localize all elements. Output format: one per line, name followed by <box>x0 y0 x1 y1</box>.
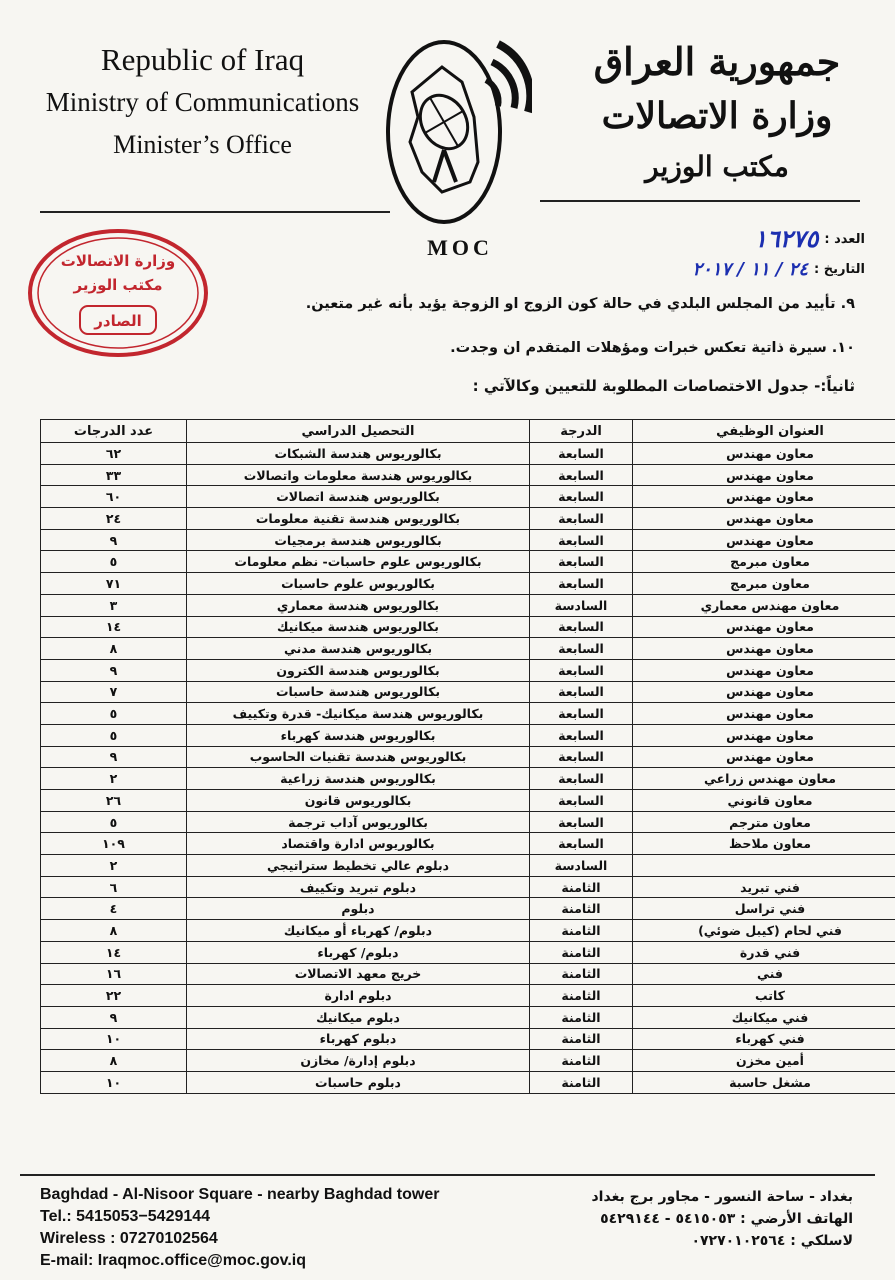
cell-job-title: معاون مهندس <box>633 659 895 681</box>
cell-grade: السابعة <box>530 464 633 486</box>
footer-contact-ar <box>592 1186 854 1252</box>
cell-qualification: بكالوريوس قانون <box>187 790 530 812</box>
reference-number-row <box>635 224 865 254</box>
specializations-table <box>40 419 895 1094</box>
table-row <box>41 898 895 920</box>
cell-job-title: فني لحام (كيبل ضوئي) <box>633 920 895 942</box>
cell-grade: الثامنة <box>530 876 633 898</box>
cell-grade: الثامنة <box>530 1050 633 1072</box>
cell-job-title <box>633 855 895 877</box>
table-row <box>41 1006 895 1028</box>
cell-grade: السابعة <box>530 746 633 768</box>
footer-contact-en <box>40 1184 439 1272</box>
cell-count: ٥ <box>41 811 187 833</box>
cell-qualification: دبلوم ميكانيك <box>187 1006 530 1028</box>
table-row <box>41 508 895 530</box>
cell-count: ٢ <box>41 855 187 877</box>
cell-qualification: دبلوم تبريد وتكييف <box>187 876 530 898</box>
cell-qualification: بكالوريوس هندسة ميكانيك- قدرة وتكييف <box>187 703 530 725</box>
cell-job-title: معاون مترجم <box>633 811 895 833</box>
cell-grade: السابعة <box>530 703 633 725</box>
cell-job-title: كاتب <box>633 985 895 1007</box>
cell-grade: السابعة <box>530 681 633 703</box>
cell-count: ٨ <box>41 1050 187 1072</box>
cell-grade: الثامنة <box>530 1006 633 1028</box>
cell-qualification: دبلوم كهرباء <box>187 1028 530 1050</box>
cell-grade: السابعة <box>530 724 633 746</box>
cell-job-title: فني كهرباء <box>633 1028 895 1050</box>
table-row <box>41 833 895 855</box>
cell-count: ٩ <box>41 746 187 768</box>
cell-job-title: فني قدرة <box>633 941 895 963</box>
cell-qualification: بكالوريوس هندسة اتصالات <box>187 486 530 508</box>
cell-count: ٦٠ <box>41 486 187 508</box>
cell-qualification: بكالوريوس هندسة معلومات واتصالات <box>187 464 530 486</box>
cell-qualification: دبلوم/ كهرباء <box>187 941 530 963</box>
cell-grade: السابعة <box>530 486 633 508</box>
cell-qualification: بكالوريوس هندسة ميكانيك <box>187 616 530 638</box>
logo-text: MOC <box>427 235 493 260</box>
cell-qualification: بكالوريوس هندسة برمجيات <box>187 529 530 551</box>
table-header-row <box>41 420 895 443</box>
reference-date-value: ٢٤ / ١١ / ٢٠١٧ <box>692 258 809 280</box>
cell-count: ٣٣ <box>41 464 187 486</box>
table-row <box>41 616 895 638</box>
table-row <box>41 746 895 768</box>
country-name-ar: جمهورية العراق <box>593 39 841 84</box>
table-row <box>41 768 895 790</box>
header-job-title: العنوان الوظيفي <box>633 420 895 443</box>
cell-job-title: معاون مهندس <box>633 724 895 746</box>
arabic-letterhead <box>567 34 867 192</box>
cell-count: ٥ <box>41 724 187 746</box>
cell-job-title: معاون مهندس <box>633 508 895 530</box>
cell-count: ٤ <box>41 898 187 920</box>
cell-grade: الثامنة <box>530 920 633 942</box>
cell-job-title: معاون قانوني <box>633 790 895 812</box>
cell-count: ١٠ <box>41 1028 187 1050</box>
cell-count: ١٤ <box>41 941 187 963</box>
cell-job-title: معاون مهندس <box>633 746 895 768</box>
cell-grade: السادسة <box>530 855 633 877</box>
table-row <box>41 551 895 573</box>
cell-job-title: مشغل حاسبة <box>633 1071 895 1093</box>
footer-address-en: Baghdad - Al-Nisoor Square - nearby Baghdad tower <box>40 1186 440 1203</box>
cell-count: ١٤ <box>41 616 187 638</box>
cell-qualification: بكالوريوس هندسة الكترون <box>187 659 530 681</box>
cell-count: ٧١ <box>41 573 187 595</box>
cell-qualification: بكالوريوس هندسة تقنية معلومات <box>187 508 530 530</box>
header-count: عدد الدرجات <box>41 420 187 443</box>
reference-block <box>635 224 865 284</box>
cell-qualification: بكالوريوس هندسة حاسبات <box>187 681 530 703</box>
table-row <box>41 790 895 812</box>
cell-count: ٥ <box>41 551 187 573</box>
cell-grade: السابعة <box>530 508 633 530</box>
stamp-line1: وزارة الاتصالات <box>60 252 176 270</box>
cell-grade: الثامنة <box>530 1028 633 1050</box>
header-rule-right <box>540 200 860 202</box>
cell-grade: السابعة <box>530 659 633 681</box>
cell-count: ٩ <box>41 659 187 681</box>
cell-count: ٢٤ <box>41 508 187 530</box>
reference-number-value: ١٦٢٧٥ <box>753 225 819 253</box>
footer-tel-en: Tel.: 5415053−5429144 <box>40 1208 211 1225</box>
cell-grade: السابعة <box>530 833 633 855</box>
table-row <box>41 573 895 595</box>
cell-qualification: بكالوريوس هندسة تقنيات الحاسوب <box>187 746 530 768</box>
cell-grade: السابعة <box>530 638 633 660</box>
office-name-en: Minister’s Office <box>113 130 292 159</box>
table-row <box>41 724 895 746</box>
header-rule-left <box>40 211 390 213</box>
ministry-name-ar: وزارة الاتصالات <box>601 95 833 137</box>
cell-job-title: معاون مهندس <box>633 616 895 638</box>
cell-grade: الثامنة <box>530 941 633 963</box>
cell-qualification: خريج معهد الاتصالات <box>187 963 530 985</box>
cell-grade: الثامنة <box>530 985 633 1007</box>
cell-count: ٨ <box>41 920 187 942</box>
footer-email-en: E-mail: Iraqmoc.office@moc.gov.iq <box>40 1252 307 1269</box>
cell-job-title: معاون مهندس زراعي <box>633 768 895 790</box>
reference-date-label: التاريخ : <box>814 261 865 277</box>
cell-qualification: دبلوم إدارة/ مخازن <box>187 1050 530 1072</box>
stamp-box-label: الصادر <box>94 312 142 330</box>
cell-grade: السابعة <box>530 616 633 638</box>
cell-grade: السابعة <box>530 443 633 465</box>
office-name-ar: مكتب الوزير <box>645 150 789 183</box>
cell-count: ٦ <box>41 876 187 898</box>
cell-job-title: معاون مهندس <box>633 681 895 703</box>
table-row <box>41 1050 895 1072</box>
cell-job-title: فني تراسل <box>633 898 895 920</box>
cell-job-title: معاون مهندس <box>633 529 895 551</box>
cell-grade: الثامنة <box>530 963 633 985</box>
table-row <box>41 681 895 703</box>
cell-qualification: دبلوم <box>187 898 530 920</box>
cell-job-title: فني تبريد <box>633 876 895 898</box>
table-row <box>41 659 895 681</box>
outgoing-stamp <box>18 218 218 368</box>
cell-grade: الثامنة <box>530 1071 633 1093</box>
table-row <box>41 638 895 660</box>
table-row <box>41 941 895 963</box>
cell-job-title: معاون ملاحظ <box>633 833 895 855</box>
header-grade: الدرجة <box>530 420 633 443</box>
table-row <box>41 486 895 508</box>
english-letterhead <box>30 40 375 166</box>
cell-count: ٧ <box>41 681 187 703</box>
cell-job-title: فني <box>633 963 895 985</box>
cell-job-title: معاون مبرمج <box>633 573 895 595</box>
cell-count: ١٠٩ <box>41 833 187 855</box>
ministry-logo-icon <box>382 22 532 232</box>
cell-grade: السابعة <box>530 768 633 790</box>
footer-tel-ar: الهاتف الأرضي : ٥٤١٥٠٥٣ - ٥٤٢٩١٤٤ <box>600 1211 853 1227</box>
footer-rule <box>20 1174 875 1176</box>
cell-qualification: بكالوريوس علوم حاسبات- نظم معلومات <box>187 551 530 573</box>
cell-grade: السابعة <box>530 811 633 833</box>
table-row <box>41 811 895 833</box>
cell-count: ٢٦ <box>41 790 187 812</box>
footer-address-ar: بغداد - ساحة النسور - مجاور برج بغداد <box>591 1189 853 1205</box>
country-name-en: Republic of Iraq <box>100 42 305 77</box>
cell-count: ٢٢ <box>41 985 187 1007</box>
cell-job-title: فني ميكانيك <box>633 1006 895 1028</box>
reference-number-label: العدد : <box>824 231 865 247</box>
cell-qualification: بكالوريوس علوم حاسبات <box>187 573 530 595</box>
ministry-name-en: Ministry of Communications <box>45 87 360 117</box>
cell-qualification: دبلوم عالي تخطيط ستراتيجي <box>187 855 530 877</box>
cell-qualification: بكالوريوس آداب ترجمة <box>187 811 530 833</box>
table-row <box>41 703 895 725</box>
table-row <box>41 1028 895 1050</box>
cell-qualification: دبلوم ادارة <box>187 985 530 1007</box>
requirement-item-10: ١٠. سيرة ذاتية تعكس خبرات ومؤهلات المتقدم ان وجدت. <box>450 340 855 356</box>
cell-count: ٩ <box>41 529 187 551</box>
cell-qualification: دبلوم حاسبات <box>187 1071 530 1093</box>
table-row <box>41 855 895 877</box>
table-row <box>41 876 895 898</box>
table-row <box>41 920 895 942</box>
footer-wireless-en: Wireless : 07270102564 <box>40 1230 218 1247</box>
cell-qualification: دبلوم/ كهرباء أو ميكانيك <box>187 920 530 942</box>
table-row <box>41 963 895 985</box>
cell-qualification: بكالوريوس ادارة واقتصاد <box>187 833 530 855</box>
cell-qualification: بكالوريوس هندسة الشبكات <box>187 443 530 465</box>
cell-qualification: بكالوريوس هندسة زراعية <box>187 768 530 790</box>
table-row <box>41 464 895 486</box>
cell-grade: الثامنة <box>530 898 633 920</box>
cell-grade: السابعة <box>530 790 633 812</box>
table-row <box>41 1071 895 1093</box>
cell-job-title: معاون مبرمج <box>633 551 895 573</box>
cell-grade: السابعة <box>530 551 633 573</box>
footer-wireless-ar: لاسلكي : ٠٧٢٧٠١٠٢٥٦٤ <box>691 1233 853 1249</box>
cell-job-title: معاون مهندس <box>633 464 895 486</box>
table-row <box>41 985 895 1007</box>
cell-job-title: معاون مهندس <box>633 443 895 465</box>
cell-grade: السابعة <box>530 573 633 595</box>
table-row <box>41 443 895 465</box>
requirement-item-9: ٩. تأييد من المجلس البلدي في حالة كون الزوج او الزوجة يؤيد بأنه غير متعين. <box>305 296 855 312</box>
cell-count: ١٦ <box>41 963 187 985</box>
cell-qualification: بكالوريوس هندسة معماري <box>187 594 530 616</box>
cell-count: ٥ <box>41 703 187 725</box>
header-qualification: التحصيل الدراسي <box>187 420 530 443</box>
cell-grade: السادسة <box>530 594 633 616</box>
stamp-line2: مكتب الوزير <box>73 276 163 294</box>
table-row <box>41 594 895 616</box>
cell-job-title: أمين مخزن <box>633 1050 895 1072</box>
cell-job-title: معاون مهندس <box>633 486 895 508</box>
cell-count: ٣ <box>41 594 187 616</box>
cell-count: ٢ <box>41 768 187 790</box>
table-body <box>41 443 895 1094</box>
cell-job-title: معاون مهندس <box>633 703 895 725</box>
cell-count: ١٠ <box>41 1071 187 1093</box>
cell-grade: السابعة <box>530 529 633 551</box>
cell-count: ٩ <box>41 1006 187 1028</box>
reference-date-row <box>635 254 865 284</box>
cell-job-title: معاون مهندس <box>633 638 895 660</box>
cell-count: ٨ <box>41 638 187 660</box>
cell-qualification: بكالوريوس هندسة كهرباء <box>187 724 530 746</box>
cell-qualification: بكالوريوس هندسة مدني <box>187 638 530 660</box>
section-title: ثانياً:- جدول الاختصاصات المطلوبة للتعيين وكالآتي : <box>472 377 855 395</box>
cell-job-title: معاون مهندس معماري <box>633 594 895 616</box>
cell-count: ٦٢ <box>41 443 187 465</box>
table-row <box>41 529 895 551</box>
